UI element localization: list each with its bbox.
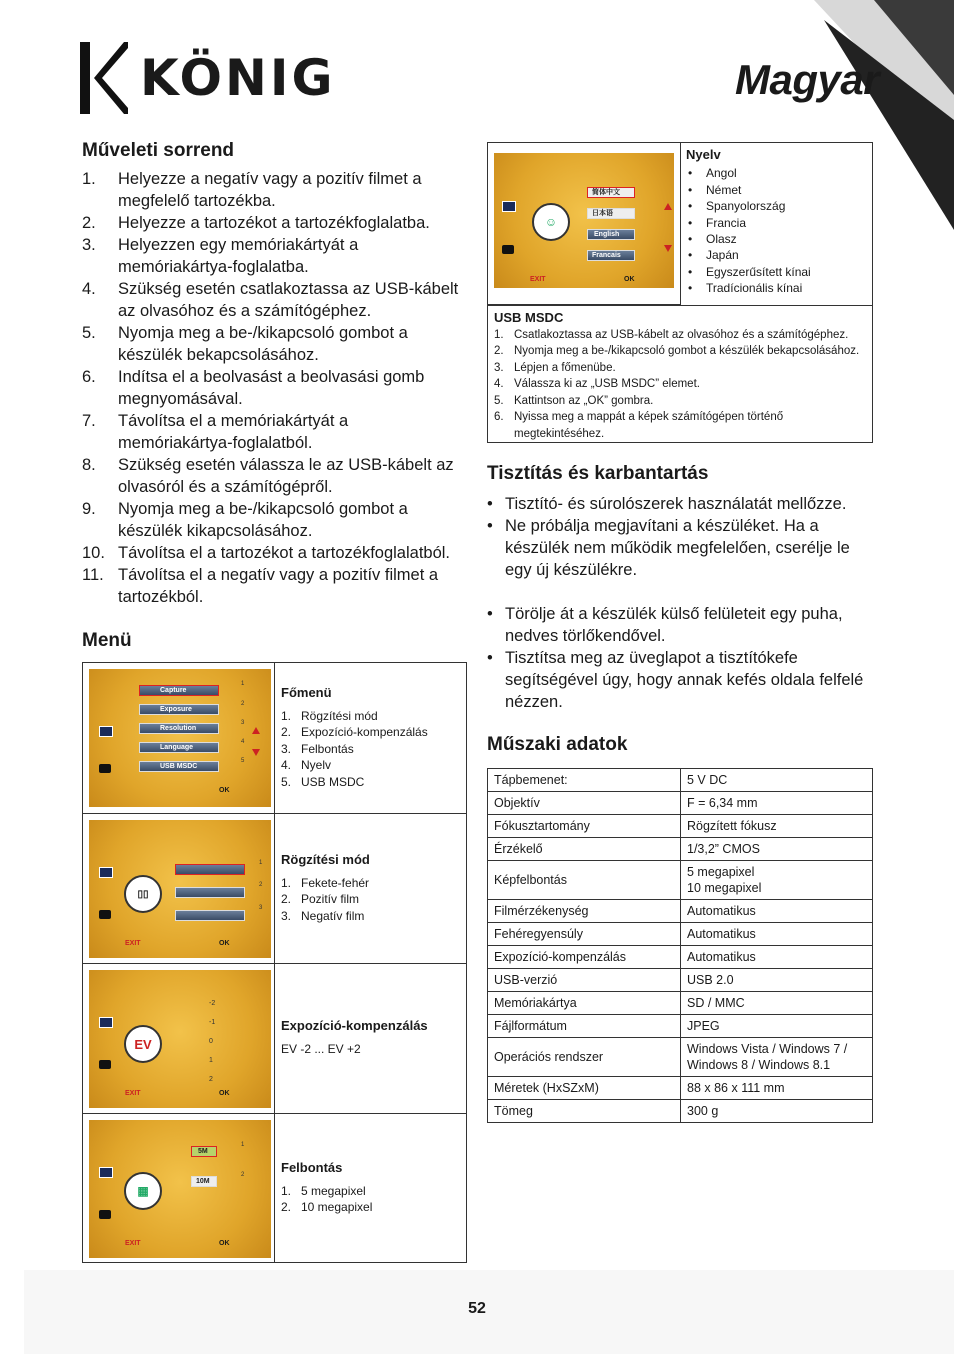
language-title: Magyar bbox=[735, 56, 880, 103]
language-item: • Egyszerűsített kínai bbox=[686, 264, 811, 280]
play-icon bbox=[99, 1017, 113, 1028]
spec-value: Windows Vista / Windows 7 / Windows 8 / Windows 8.1 bbox=[681, 1038, 873, 1077]
resolution-icon: ▦ bbox=[124, 1172, 162, 1210]
resolution-items bbox=[281, 1183, 372, 1216]
usb-step bbox=[494, 360, 866, 377]
main-menu-item bbox=[281, 757, 428, 774]
spec-row bbox=[488, 861, 873, 900]
usb-step-number: 2. bbox=[494, 345, 504, 357]
capture-option-3 bbox=[175, 910, 245, 921]
main-menu-item-number: 1. bbox=[281, 708, 292, 723]
spec-value: 5 megapixel 10 megapixel bbox=[681, 861, 873, 900]
operation-step-text: Távolítsa el a negatív vagy a pozitív filmet a tartozékból. bbox=[118, 566, 439, 606]
arrow-down-icon bbox=[664, 245, 672, 252]
spec-row bbox=[488, 1077, 873, 1100]
main-menu-item-text: Expozíció-kompenzálás bbox=[301, 725, 428, 739]
ev-level: -1 bbox=[209, 1019, 216, 1026]
capture-item-number: 2. bbox=[281, 892, 292, 906]
main-menu-items bbox=[281, 708, 428, 791]
spec-row bbox=[488, 792, 873, 815]
lang-option: 简体中文 bbox=[587, 187, 635, 198]
operation-step-number: 8. bbox=[82, 456, 96, 474]
arrow-up-icon bbox=[664, 203, 672, 210]
exposure-range: EV -2 ... EV +2 bbox=[281, 1041, 361, 1056]
resolution-title: Felbontás bbox=[281, 1160, 343, 1175]
usb-step-text: Csatlakoztassa az USB-kábelt az olvasóhoz és a számítógéphez. bbox=[514, 328, 849, 341]
capture-item-number: 1. bbox=[281, 875, 292, 890]
capture-item-number: 3. bbox=[281, 908, 292, 923]
spec-value: F = 6,34 mm bbox=[681, 792, 873, 815]
spec-row bbox=[488, 1100, 873, 1123]
ev-level: 2 bbox=[209, 1076, 213, 1083]
spec-key: Filmérzékenység bbox=[488, 900, 681, 923]
menu-row-exposure bbox=[83, 964, 466, 1114]
usb-step-number: 6. bbox=[494, 411, 504, 423]
main-menu-item bbox=[281, 774, 428, 791]
language-icon: ☺ bbox=[532, 203, 570, 241]
specs-table bbox=[487, 768, 873, 1123]
language-items bbox=[686, 165, 811, 296]
operation-heading: Műveleti sorrend bbox=[82, 140, 235, 161]
operation-step-number: 2. bbox=[82, 214, 96, 232]
screen-exit: EXIT bbox=[125, 940, 141, 947]
screen-ok: OK bbox=[219, 1240, 230, 1247]
operation-step bbox=[82, 234, 467, 278]
exposure-screen bbox=[89, 970, 271, 1108]
main-menu-item bbox=[281, 708, 428, 725]
spec-row bbox=[488, 900, 873, 923]
capture-screenshot bbox=[83, 814, 275, 963]
spec-key: Expozíció-kompenzálás bbox=[488, 946, 681, 969]
main-menu-item-text: Rögzítési mód bbox=[301, 708, 378, 723]
spec-value: 5 V DC bbox=[681, 769, 873, 792]
cleaning-heading: Tisztítás és karbantartás bbox=[487, 463, 709, 484]
screen-ok: OK bbox=[624, 276, 635, 283]
screen-ok: OK bbox=[219, 940, 230, 947]
main-menu-item-text: Felbontás bbox=[301, 741, 354, 756]
screen-item-capture: Capture bbox=[139, 685, 219, 696]
spec-row bbox=[488, 923, 873, 946]
main-menu-item-number: 4. bbox=[281, 758, 292, 772]
resolution-item bbox=[281, 1199, 372, 1216]
operation-step-number: 9. bbox=[82, 500, 96, 518]
language-screen bbox=[494, 153, 674, 288]
capture-item-text: Fekete-fehér bbox=[301, 875, 370, 890]
ev-icon: EV bbox=[124, 1025, 162, 1063]
spec-key: Tápbemenet: bbox=[488, 769, 681, 792]
usb-step-number: 1. bbox=[494, 328, 504, 341]
spec-value: 1/3,2” CMOS bbox=[681, 838, 873, 861]
operation-step bbox=[82, 498, 467, 542]
operation-step-number: 7. bbox=[82, 412, 96, 430]
operation-step bbox=[82, 542, 467, 564]
capture-desc bbox=[281, 852, 370, 924]
usb-step-text: Nyissa meg a mappát a képek számítógépen történő megtekintéséhez. bbox=[514, 411, 784, 440]
screen-item-resolution: Resolution bbox=[139, 723, 219, 734]
cleaning-list bbox=[487, 493, 877, 713]
resolution-screenshot bbox=[83, 1114, 275, 1262]
language-item: • Japán bbox=[686, 247, 811, 263]
exposure-screenshot bbox=[83, 964, 275, 1113]
screen-exit: EXIT bbox=[125, 1090, 141, 1097]
resolution-item-number: 1. bbox=[281, 1183, 292, 1198]
screen-ok: OK bbox=[219, 787, 230, 794]
operation-step-text: Helyezzen egy memóriakártyát a memóriakártya-foglalatba. bbox=[118, 236, 359, 276]
operation-step bbox=[82, 454, 467, 498]
capture-item bbox=[281, 875, 370, 892]
camera-icon bbox=[502, 245, 514, 254]
main-menu-desc bbox=[281, 685, 428, 790]
operation-step-number: 3. bbox=[82, 236, 96, 254]
camera-icon bbox=[99, 910, 111, 919]
operation-step bbox=[82, 168, 467, 212]
arrow-down-icon bbox=[252, 749, 260, 756]
spec-value: JPEG bbox=[681, 1015, 873, 1038]
capture-item-text: Pozitív film bbox=[301, 892, 360, 906]
play-icon bbox=[99, 1167, 113, 1178]
main-menu-item-text: USB MSDC bbox=[301, 774, 365, 789]
main-menu-item bbox=[281, 724, 428, 741]
capture-option-2 bbox=[175, 887, 245, 898]
usb-step-text: Kattintson az „OK” gombra. bbox=[514, 394, 654, 407]
spec-row bbox=[488, 769, 873, 792]
main-menu-item bbox=[281, 741, 428, 758]
page-number: 52 bbox=[468, 1300, 486, 1317]
capture-item bbox=[281, 891, 370, 908]
resolution-item-text: 5 megapixel bbox=[301, 1183, 366, 1198]
play-icon bbox=[99, 867, 113, 878]
operation-step-number: 4. bbox=[82, 280, 96, 298]
spec-row bbox=[488, 1038, 873, 1077]
mark-2: 2 bbox=[241, 701, 245, 707]
usb-step-number: 3. bbox=[494, 361, 504, 374]
operation-step bbox=[82, 564, 467, 608]
operation-step-number: 10. bbox=[82, 544, 105, 562]
language-item: • Olasz bbox=[686, 231, 811, 247]
menu-heading: Menü bbox=[82, 630, 132, 651]
camera-icon bbox=[99, 764, 111, 773]
main-menu-item-number: 2. bbox=[281, 725, 292, 739]
lang-option: 日本语 bbox=[587, 208, 635, 219]
res-option-5m: 5M bbox=[191, 1146, 217, 1157]
spec-value: Automatikus bbox=[681, 923, 873, 946]
menu-row-capture bbox=[83, 814, 466, 964]
usb-step-number: 5. bbox=[494, 394, 504, 407]
screen-item-exposure: Exposure bbox=[139, 704, 219, 715]
menu-table bbox=[82, 662, 467, 1263]
screen-item-language: Language bbox=[139, 742, 219, 753]
language-screenshot bbox=[488, 143, 681, 305]
mark-1: 1 bbox=[241, 1142, 245, 1148]
language-title: Nyelv bbox=[686, 147, 721, 162]
play-icon bbox=[502, 201, 516, 212]
spec-row bbox=[488, 992, 873, 1015]
menu-row-main bbox=[83, 663, 466, 814]
cleaning-item: • Tisztító- és súrolószerek használatát mellőzze. bbox=[487, 493, 877, 515]
ev-level: 0 bbox=[209, 1038, 213, 1045]
operation-step bbox=[82, 212, 467, 234]
usb-msdc-title: USB MSDC bbox=[494, 310, 564, 325]
spec-key: Fájlformátum bbox=[488, 1015, 681, 1038]
spec-row bbox=[488, 838, 873, 861]
mark-4: 4 bbox=[241, 739, 245, 745]
operation-step bbox=[82, 278, 467, 322]
lang-option: Francais bbox=[587, 250, 635, 261]
spec-value: 88 x 86 x 111 mm bbox=[681, 1077, 873, 1100]
spec-row bbox=[488, 815, 873, 838]
operation-step-text: Nyomja meg a be-/kikapcsoló gombot a készülék bekapcsolásához. bbox=[118, 324, 408, 364]
brand-name: KÖNIG bbox=[140, 49, 336, 107]
usb-step-number: 4. bbox=[494, 378, 504, 390]
spec-key: USB-verzió bbox=[488, 969, 681, 992]
mark-1: 1 bbox=[241, 681, 245, 687]
spec-key: Memóriakártya bbox=[488, 992, 681, 1015]
resolution-item-text: 10 megapixel bbox=[301, 1200, 373, 1214]
specs-heading: Műszaki adatok bbox=[487, 734, 628, 755]
main-menu-item-text: Nyelv bbox=[301, 758, 332, 772]
mark-2: 2 bbox=[241, 1172, 245, 1178]
resolution-desc bbox=[281, 1160, 372, 1216]
capture-item bbox=[281, 908, 370, 925]
cleaning-item: • Tisztítsa meg az üveglapot a tisztítókefe segítségével úgy, hogy annak kefés oldala felfelé nézzen. bbox=[487, 647, 877, 713]
resolution-item bbox=[281, 1183, 372, 1200]
konig-logo-icon bbox=[80, 42, 128, 114]
usb-step bbox=[494, 376, 866, 393]
usb-step bbox=[494, 327, 866, 344]
usb-step-text: Válassza ki az „USB MSDC” elemet. bbox=[514, 378, 700, 390]
usb-step-text: Lépjen a főmenübe. bbox=[514, 361, 616, 374]
operation-step-text: Szükség esetén csatlakoztassa az USB-kábelt az olvasóhoz és a számítógéphez. bbox=[118, 280, 459, 320]
play-icon bbox=[99, 726, 113, 737]
main-menu-title: Főmenü bbox=[281, 685, 332, 700]
camera-icon bbox=[99, 1210, 111, 1219]
cleaning-item: • Ne próbálja megjavítani a készüléket. Ha a készülék nem működik megfelelően, cserélje le egy új készülékre. bbox=[487, 515, 877, 581]
ev-level: -2 bbox=[209, 1000, 216, 1007]
spec-key: Fókusztartomány bbox=[488, 815, 681, 838]
spec-row bbox=[488, 969, 873, 992]
usb-msdc-steps bbox=[494, 327, 866, 443]
language-table bbox=[487, 142, 873, 443]
arrow-up-icon bbox=[252, 727, 260, 734]
spec-key: Tömeg bbox=[488, 1100, 681, 1123]
operation-step-text: Távolítsa el a memóriakártyát a memóriakártya-foglalatból. bbox=[118, 412, 349, 452]
mark-5: 5 bbox=[241, 758, 245, 764]
camera-icon bbox=[99, 1060, 111, 1069]
spec-key: Képfelbontás bbox=[488, 861, 681, 900]
main-menu-item-number: 5. bbox=[281, 774, 292, 789]
capture-title: Rögzítési mód bbox=[281, 852, 370, 867]
capture-item-text: Negatív film bbox=[301, 908, 365, 923]
usb-step bbox=[494, 393, 866, 410]
operation-step bbox=[82, 366, 467, 410]
exposure-title: Expozíció-kompenzálás bbox=[281, 1018, 428, 1033]
menu-row-resolution bbox=[83, 1114, 466, 1262]
operation-step-number: 1. bbox=[82, 170, 96, 188]
language-item: • Német bbox=[686, 182, 811, 198]
operation-step-text: Szükség esetén válassza le az USB-kábelt az olvasóról és a számítógépről. bbox=[118, 456, 454, 496]
spec-row bbox=[488, 946, 873, 969]
language-item: • Tradícionális kínai bbox=[686, 280, 811, 296]
film-mode-icon: ▯▯ bbox=[124, 875, 162, 913]
capture-option-1 bbox=[175, 864, 245, 875]
screen-ok: OK bbox=[219, 1090, 230, 1097]
main-menu-item-number: 3. bbox=[281, 741, 292, 756]
spec-row bbox=[488, 1015, 873, 1038]
operation-step bbox=[82, 410, 467, 454]
operation-step-number: 5. bbox=[82, 324, 96, 342]
spec-value: Automatikus bbox=[681, 900, 873, 923]
language-item: • Angol bbox=[686, 165, 811, 181]
operation-step-text: Helyezze a negatív vagy a pozitív filmet a megfelelő tartozékba. bbox=[118, 170, 422, 210]
konig-logo bbox=[80, 42, 336, 114]
main-menu-screenshot bbox=[83, 663, 275, 813]
usb-step bbox=[494, 409, 866, 442]
main-menu-screen bbox=[89, 669, 271, 807]
language-item: • Francia bbox=[686, 215, 811, 231]
operation-step-number: 11. bbox=[82, 566, 104, 584]
usb-msdc-section bbox=[488, 305, 872, 446]
operation-step bbox=[82, 322, 467, 366]
spec-value: Automatikus bbox=[681, 946, 873, 969]
exposure-desc bbox=[281, 1018, 428, 1057]
spec-key: Objektív bbox=[488, 792, 681, 815]
spec-key: Méretek (HxSZxM) bbox=[488, 1077, 681, 1100]
operation-steps bbox=[82, 168, 467, 608]
operation-step-text: Nyomja meg a be-/kikapcsoló gombot a készülék kikapcsolásához. bbox=[118, 500, 408, 540]
res-option-10m: 10M bbox=[191, 1176, 217, 1187]
spec-value: Rögzített fókusz bbox=[681, 815, 873, 838]
spec-key: Fehéregyensúly bbox=[488, 923, 681, 946]
mark-2: 2 bbox=[259, 882, 263, 888]
screen-exit: EXIT bbox=[530, 276, 546, 283]
operation-step-text: Távolítsa el a tartozékot a tartozékfoglalatból. bbox=[118, 544, 451, 562]
spec-value: 300 g bbox=[681, 1100, 873, 1123]
mark-3: 3 bbox=[241, 720, 245, 726]
screen-item-usb: USB MSDC bbox=[139, 761, 219, 772]
cleaning-item: • Törölje át a készülék külső felületeit egy puha, nedves törlőkendővel. bbox=[487, 603, 877, 647]
spec-value: SD / MMC bbox=[681, 992, 873, 1015]
mark-3: 3 bbox=[259, 905, 263, 911]
spec-key: Operációs rendszer bbox=[488, 1038, 681, 1077]
resolution-item-number: 2. bbox=[281, 1200, 292, 1214]
mark-1: 1 bbox=[259, 860, 263, 866]
spec-value: USB 2.0 bbox=[681, 969, 873, 992]
operation-step-text: Helyezze a tartozékot a tartozékfoglalatba. bbox=[118, 214, 430, 232]
lang-option: English bbox=[587, 229, 635, 240]
screen-exit: EXIT bbox=[125, 1240, 141, 1247]
capture-screen bbox=[89, 820, 271, 958]
language-desc bbox=[686, 147, 811, 297]
operation-step-number: 6. bbox=[82, 368, 96, 386]
resolution-screen bbox=[89, 1120, 271, 1258]
ev-level: 1 bbox=[209, 1057, 213, 1064]
usb-step bbox=[494, 343, 866, 360]
usb-step-text: Nyomja meg a be-/kikapcsoló gombot a készülék bekapcsolásához. bbox=[514, 345, 860, 357]
capture-items bbox=[281, 875, 370, 925]
spec-key: Érzékelő bbox=[488, 838, 681, 861]
operation-step-text: Indítsa el a beolvasást a beolvasási gomb megnyomásával. bbox=[118, 368, 425, 408]
language-item: • Spanyolország bbox=[686, 198, 811, 214]
